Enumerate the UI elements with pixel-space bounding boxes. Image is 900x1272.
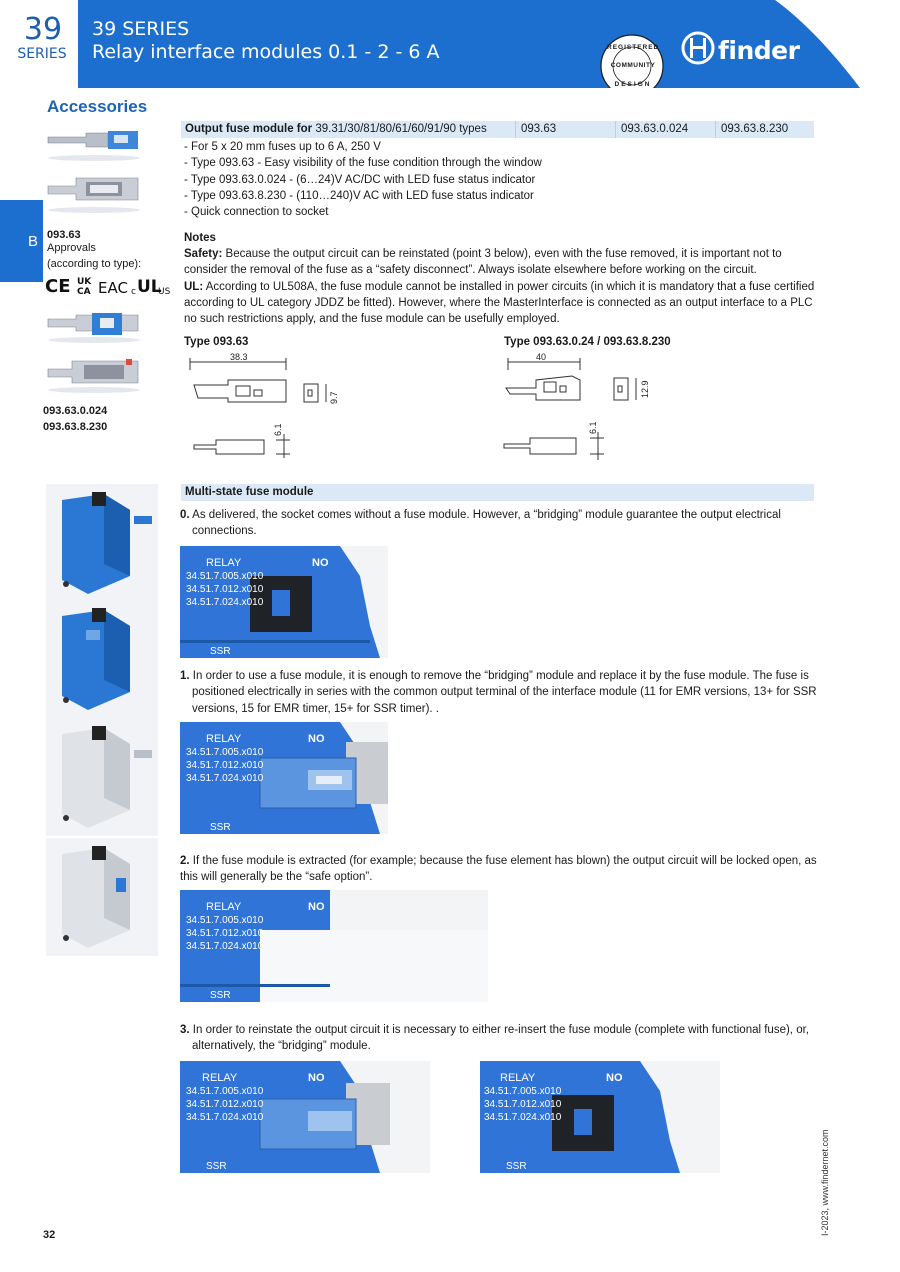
socket-photo-fuse-removed [180,890,488,1002]
step-1-text: 1. In order to use a fuse module, it is enough to remove the “bridging” module and replace it by the fuse module. The fuse is positioned electrically in series with the common output terminal of the interface module (11 for EMR versions, 13+ for SSR versions, 15 for EMR timer, 15+ for SSR timer). . [180,670,817,715]
page-title: 39 SERIES [92,18,190,40]
side-footer-text: I-2023, www.findernet.com [820,1129,830,1236]
socket-photo-bridging [180,546,388,658]
svg-text:34.51.7.005.x010: 34.51.7.005.x010 [484,1086,562,1097]
svg-text:SSR: SSR [210,646,231,657]
fuse-table-title: Output fuse module for 39.31/30/81/80/61/60/91/90 types [185,123,487,135]
feature-item: - Type 093.63 - Easy visibility of the fuse condition through the window [184,157,542,170]
approval-marks-icon [45,274,173,296]
product-code-093-63-0-024: 093.63.0.024 [43,405,108,417]
dim-width-a: 38.3 [230,352,248,362]
feature-list [184,139,814,220]
step-0-text: 0. As delivered, the socket comes without a fuse module. However, a “bridging” module guarantee the output electrical connections. [180,509,781,538]
dim-thick-a: 6.1 [273,423,283,436]
interface-module-photo-2 [46,600,158,718]
svg-text:c: c [131,287,136,296]
socket-photo-reinsert-bridging [480,1061,720,1173]
svg-text:NO: NO [308,901,325,913]
svg-text:34.51.7.024.x010: 34.51.7.024.x010 [484,1112,562,1123]
svg-text:NO: NO [606,1072,623,1084]
svg-text:UK: UK [77,277,92,287]
product-code-093-63-8-230: 093.63.8.230 [43,421,108,433]
approvals-label: Approvals [47,242,96,254]
seal-bottom-text: DESIGN [614,81,652,88]
notes-heading: Notes [184,232,216,244]
svg-text:RELAY: RELAY [206,557,242,569]
svg-text:34.51.7.024.x010: 34.51.7.024.x010 [186,1112,264,1123]
multistate-heading: Multi-state fuse module [181,484,814,501]
feature-item: - Type 093.63.0.024 - (6…24)V AC/DC with LED fuse status indicator [184,173,536,186]
fuse-module-image-4 [46,353,142,393]
svg-text:34.51.7.012.x010: 34.51.7.012.x010 [186,1099,264,1110]
fuse-module-image-3 [46,305,142,343]
svg-text:SSR: SSR [506,1161,527,1172]
svg-text:34.51.7.024.x010: 34.51.7.024.x010 [186,773,264,784]
svg-text:EAC: EAC [98,279,128,296]
fuse-module-image-2 [46,170,142,214]
approvals-note: (according to type): [47,258,142,270]
svg-text:NO: NO [308,1072,325,1084]
svg-text:SSR: SSR [210,822,231,833]
svg-text:RELAY: RELAY [206,901,242,913]
page-number: 32 [43,1229,56,1241]
svg-text:CA: CA [77,287,91,296]
interface-module-photo-3 [46,718,158,836]
drawing-label-type-b: Type 093.63.0.24 / 093.63.8.230 [504,336,671,348]
fuse-table-col-2: 093.63.0.024 [621,123,689,135]
page-subtitle: Relay interface modules 0.1 - 2 - 6 A [92,41,440,63]
notes-body: Safety: Because the output circuit can be reinstated (point 3 below), even with the fuse removed, it is important not to consider the removal of the fuse as a “safety disconnect”. Always isolate elsewhere before working on the circuit. UL: According to UL508A, the fuse module cannot be installed in power circuits (in which it is mandatory that a fuse certified according to UL category JDDZ be fitted). However, where the MasterInterface is connected as an output interface to a PLC no such restrictions apply, and the fuse module can be usefully employed. [184,248,815,326]
dim-width-b: 40 [536,352,547,362]
feature-item: - Type 093.63.8.230 - (110…240)V AC with LED fuse status indicator [184,189,534,202]
series-number: 39 [23,12,63,47]
svg-text:NO: NO [312,557,329,569]
svg-text:SSR: SSR [206,1161,227,1172]
drawing-type-093-63 [180,350,500,470]
feature-item: - Quick connection to socket [184,206,329,219]
series-number-label: SERIES [17,46,67,62]
seal-top-text: REGISTERED [607,44,660,51]
svg-text:RELAY: RELAY [202,1072,238,1084]
svg-text:UL: UL [137,277,162,296]
svg-text:34.51.7.012.x010: 34.51.7.012.x010 [484,1099,562,1110]
svg-text:34.51.7.005.x010: 34.51.7.005.x010 [186,915,264,926]
svg-text:34.51.7.024.x010: 34.51.7.024.x010 [186,597,264,608]
fuse-table-col-1: 093.63 [521,123,557,135]
interface-module-photo-1 [46,484,158,602]
svg-text:SSR: SSR [210,990,231,1001]
approval-marks [45,274,173,296]
page-header [0,0,900,88]
section-title: Accessories [47,97,148,116]
step-2-text: 2. If the fuse module is extracted (for example; because the fuse element has blown) the output circuit will be locked open, as this will generally be the “safe option”. [180,855,817,884]
side-tab [0,200,43,282]
side-tab-letter: B [28,233,39,250]
svg-text:RELAY: RELAY [206,733,242,745]
svg-text:34.51.7.005.x010: 34.51.7.005.x010 [186,1086,264,1097]
svg-text:34.51.7.012.x010: 34.51.7.012.x010 [186,928,264,939]
svg-text:34.51.7.012.x010: 34.51.7.012.x010 [186,584,264,595]
svg-text:34.51.7.024.x010: 34.51.7.024.x010 [186,941,264,952]
svg-text:34.51.7.012.x010: 34.51.7.012.x010 [186,760,264,771]
interface-module-photo-4 [46,838,158,956]
svg-text:NO: NO [308,733,325,745]
socket-photo-reinsert-fuse [180,1061,430,1173]
drawing-type-093-63-0-24 [500,350,820,470]
dim-height-a: 9.7 [329,391,339,404]
brand-name: finder [718,36,800,65]
dim-thick-b: 6.1 [588,421,598,434]
drawing-label-type-a: Type 093.63 [184,336,249,348]
svg-text:RELAY: RELAY [500,1072,536,1084]
socket-photo-fuse-inserted [180,722,388,834]
svg-text:34.51.7.005.x010: 34.51.7.005.x010 [186,747,264,758]
svg-text:CE: CE [45,276,71,296]
step-3-text: 3. In order to reinstate the output circuit it is necessary to either re-insert the fuse module (complete with functional fuse), or, alternatively, the “bridging” module. [180,1024,809,1053]
fuse-table-col-3: 093.63.8.230 [721,123,789,135]
product-code-093-63: 093.63 [47,229,81,241]
svg-text:34.51.7.005.x010: 34.51.7.005.x010 [186,571,264,582]
dim-height-b: 12.9 [640,380,650,398]
svg-text:US: US [158,287,171,296]
fuse-module-image-1 [46,125,142,161]
fuse-table-header [181,121,814,138]
seal-mid-text: COMMUNITY [610,62,656,69]
feature-item: - For 5 x 20 mm fuses up to 6 A, 250 V [184,141,381,153]
